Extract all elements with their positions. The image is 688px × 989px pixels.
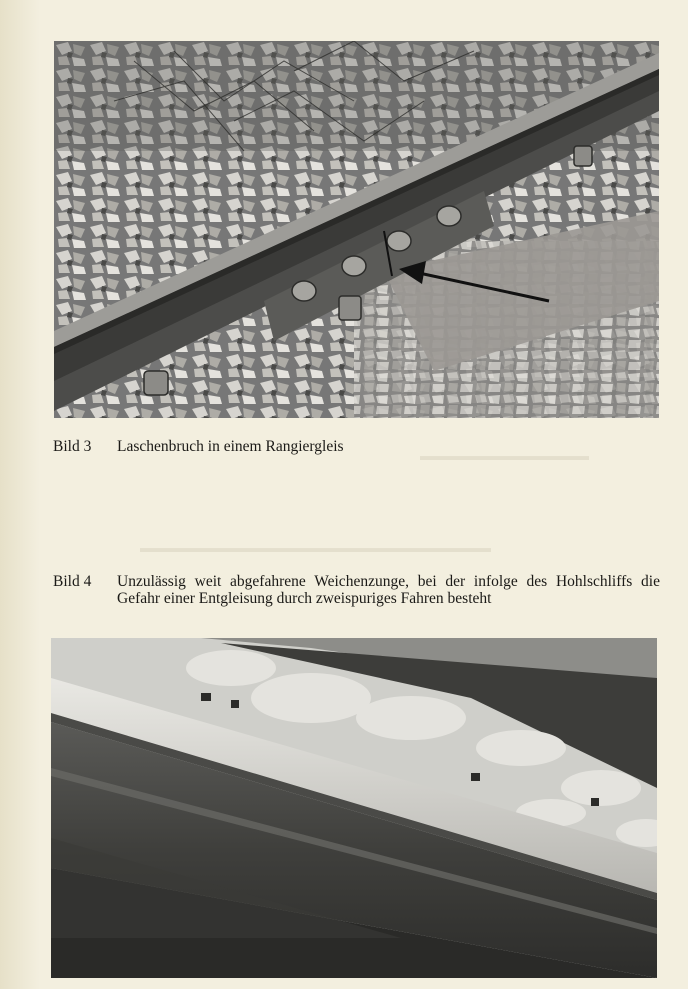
photo-worn-switch-blade — [51, 638, 657, 978]
figure-caption-text: Laschenbruch in einem Rangiergleis — [117, 438, 344, 455]
figure-caption-text: Unzulässig weit abgefahrene Weichenzunge, bei der infolge des Hohlschliffs die Gefahr einer Entgleisung durch zweispuriges Fahren besteht — [117, 573, 660, 607]
show-through-text: ▬▬▬▬▬▬▬▬▬▬▬▬▬ — [420, 448, 589, 463]
page-spine-shadow — [0, 0, 40, 989]
figure-label: Bild 3 — [53, 438, 92, 455]
show-through-text: ▬▬▬▬▬▬▬▬▬▬▬▬▬▬▬▬▬▬▬▬▬▬▬▬▬▬▬ — [140, 540, 491, 555]
figure-label: Bild 4 — [53, 573, 92, 590]
photo-fishplate-break — [54, 41, 659, 418]
